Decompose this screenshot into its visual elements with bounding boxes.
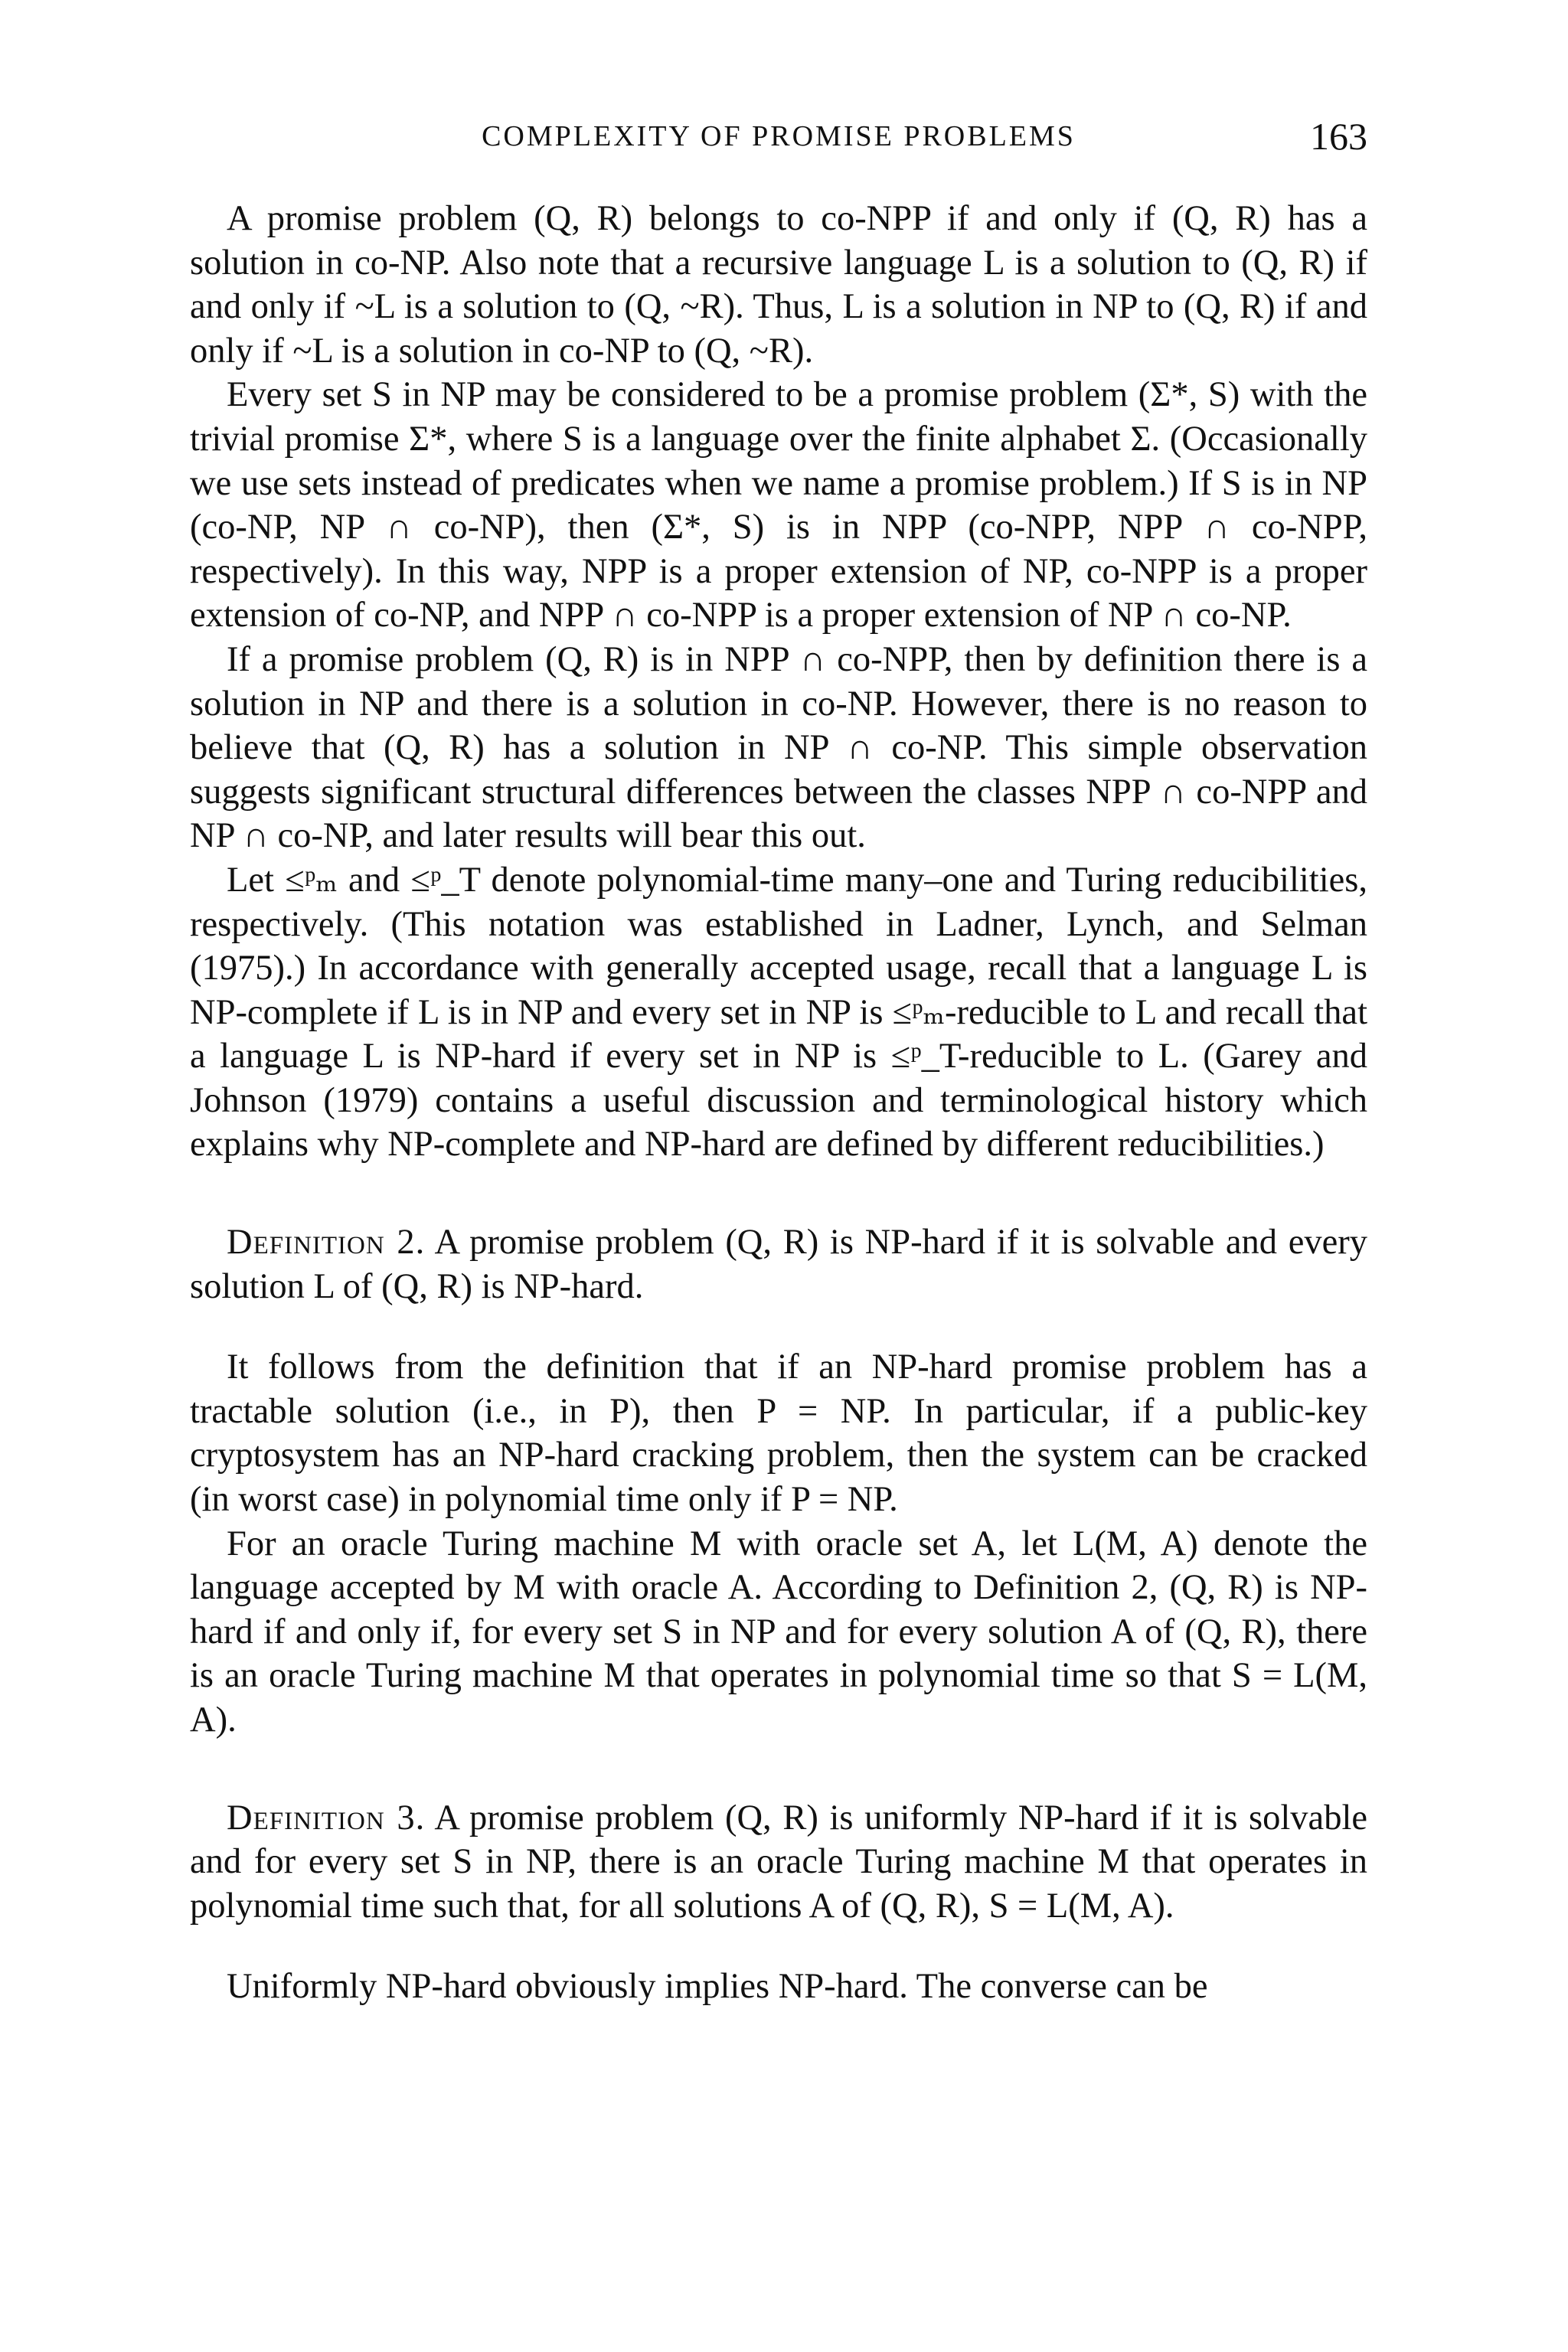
paragraph-7: Uniformly NP-hard obviously implies NP-hard. The converse can be: [227, 1967, 1208, 2007]
definition-3: [190, 1796, 1367, 1929]
definition-2: [190, 1220, 1367, 1308]
paragraph-6: For an oracle Turing machine M with oracle set A, let L(M, A) denote the language accepted by M with oracle A. According to Definition 2, (Q, R) is NP-hard if and only if, for every set S in NP and for every solution A of (Q, R), there is an oracle Turing machine M that operates in polynomial time so that S = L(M, A).: [190, 1524, 1367, 1740]
definition-2-label: Definition 2.: [227, 1223, 426, 1263]
paragraph-2: Every set S in NP may be considered to be a promise problem (Σ*, S) with the trivial promise Σ*, where S is a language over the finite alphabet Σ. (Occasionally we use sets instead of predicates when we name a promise problem.) If S is in NP (co-NP, NP ∩ co-NP), then (Σ*, S) is in NPP (co-NPP, NPP ∩ co-NPP, respectively). In this way, NPP is a proper extension of NP, co-NPP is a proper extension of co-NP, and NPP ∩ co-NPP is a proper extension of NP ∩ co-NP.: [190, 375, 1367, 635]
paragraph-5: It follows from the definition that if an NP-hard promise problem has a tractable solution (i.e., in P), then P = NP. In particular, if a public-key cryptosystem has an NP-hard cracking problem, then the system can be cracked (in worst case) in polynomial time only if P = NP.: [190, 1348, 1367, 1520]
paragraph-1: A promise problem (Q, R) belongs to co-NPP if and only if (Q, R) has a solution in co-NP. Also note that a recursive language L is a solution to (Q, R) if and only if ~L is a solution to (Q, ~R). Thus, L is a solution in NP to (Q, R) if and only if ~L is a solution in co-NP to (Q, ~R).: [190, 199, 1367, 371]
definition-3-label: Definition 3.: [227, 1798, 426, 1838]
paragraph-3: If a promise problem (Q, R) is in NPP ∩ co-NPP, then by definition there is a solution in NP and there is a solution in co-NP. However, there is no reason to believe that (Q, R) has a solution in NP ∩ co-NP. This simple observation suggests significant structural differences between the classes NPP ∩ co-NPP and NP ∩ co-NP, and later results will bear this out.: [190, 639, 1367, 856]
definition-3-text: A promise problem (Q, R) is uniformly NP-hard if it is solvable and for every set S in NP, there is an oracle Turing machine M that operates in polynomial time such that, for all solutions A of (Q, R), S = L(M, A).: [190, 1798, 1368, 1926]
paragraph-4: Let ≤ᵖₘ and ≤ᵖ_T denote polynomial-time many–one and Turing reducibilities, respectively. (This notation was established in Ladner, Lynch, and Selman (1975).) In accordance with generally accepted usage, recall that a language L is NP-complete if L is in NP and every set in NP is ≤ᵖₘ-reducible to L and recall that a language L is NP-hard if every set in NP is ≤ᵖ_T-reducible to L. (Garey and Johnson (1979) contains a useful discussion and terminological history which explains why NP-complete and NP-hard are defined by different reducibilities.): [190, 860, 1367, 1165]
running-head: COMPLEXITY OF PROMISE PROBLEMS: [482, 120, 1076, 152]
page-header: [190, 113, 1367, 159]
page-number: 163: [1310, 115, 1367, 158]
definition-2-text: A promise problem (Q, R) is NP-hard if it is solvable and every solution L of (Q, R) is NP-hard.: [190, 1223, 1367, 1306]
body-text: [190, 197, 1367, 2009]
